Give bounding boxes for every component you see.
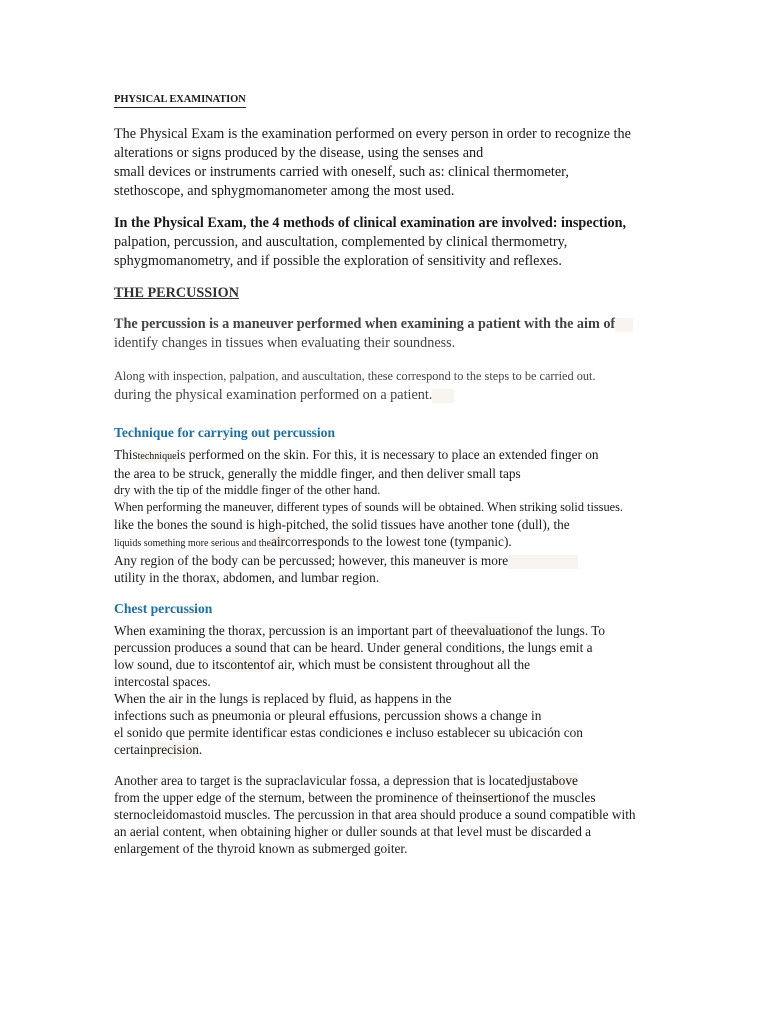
- chest-paragraph: [114, 622, 682, 758]
- text-run: corresponds to the lowest tone (tympanic).: [284, 534, 512, 549]
- text-run: of air, which must be consistent throughout all the: [263, 657, 531, 672]
- methods-line: palpation, percussion, and auscultation, complemented by clinical thermometry,: [114, 234, 568, 250]
- along-with-line: [114, 386, 682, 405]
- highlight-pad: [615, 318, 633, 332]
- chest-line: [114, 622, 682, 639]
- chest-line: When the air in the lungs is replaced by fluid, as happens in the: [114, 691, 452, 706]
- methods-paragraph: [114, 214, 682, 271]
- chest-heading: Chest percussion: [114, 601, 213, 616]
- along-with-paragraph: [114, 367, 682, 405]
- technique-line: like the bones the sound is high-pitched, the solid tissues have another tone (dull), the: [114, 517, 570, 532]
- chest-line: [114, 656, 682, 673]
- intro-line: small devices or instruments carried with oneself, such as: clinical thermometer,: [114, 164, 569, 180]
- chest-line: [114, 741, 682, 758]
- chest-line: percussion produces a sound that can be heard. Under general conditions, the lungs emit a: [114, 640, 593, 655]
- highlighted-word: evaluation: [466, 623, 523, 638]
- technique-line: utility in the thorax, abdomen, and lumbar region.: [114, 570, 380, 585]
- text-run: is performed on the skin. For this, it is necessary to place an extended finger on: [176, 447, 599, 462]
- text-run: low sound, due to its: [114, 657, 225, 672]
- supraclavicular-line: [114, 772, 682, 789]
- along-with-line: Along with inspection, palpation, and auscultation, these correspond to the steps to be carried out.: [114, 369, 596, 383]
- text-run: When examining the thorax, percussion is an important part of the: [114, 623, 467, 638]
- chest-line: intercostal spaces.: [114, 674, 211, 689]
- highlighted-word: precision: [150, 742, 199, 757]
- technique-line: the area to be struck, generally the middle finger, and then deliver small taps: [114, 466, 521, 481]
- intro-line: The Physical Exam is the examination performed on every person in order to recognize the: [114, 126, 631, 142]
- chest-line: infections such as pneumonia or pleural effusions, percussion shows a change in: [114, 708, 542, 723]
- text-run: Another area to target is the supraclavicular fossa, a depression that is located: [114, 773, 527, 788]
- highlighted-word: insertion: [472, 790, 519, 805]
- text-run: from the upper edge of the sternum, between the prominence of the: [114, 790, 473, 805]
- supraclavicular-line: [114, 789, 682, 806]
- percussion-heading-block: [114, 284, 682, 302]
- highlighted-word: content: [224, 657, 264, 672]
- methods-line: sphygmomanometry, and if possible the exploration of sensitivity and reflexes.: [114, 253, 562, 269]
- supraclavicular-line: sternocleidomastoid muscles. The percussion in that area should produce a sound compatible with: [114, 807, 636, 822]
- text-run: This: [114, 447, 138, 462]
- intro-line: alterations or signs produced by the disease, using the senses and: [114, 145, 484, 161]
- percussion-heading: THE PERCUSSION: [114, 285, 239, 301]
- highlighted-word: justabove: [526, 773, 578, 788]
- highlighted-word: air: [270, 534, 285, 549]
- technique-heading-block: [114, 424, 682, 442]
- highlight-pad: [432, 389, 454, 403]
- supraclavicular-line: enlargement of the thyroid known as submerged goiter.: [114, 841, 408, 856]
- text-run: of the muscles: [518, 790, 596, 805]
- intro-paragraph: [114, 125, 682, 201]
- along-with-text: during the physical examination performed on a patient.: [114, 387, 433, 403]
- intro-line: stethoscope, and sphygmomanometer among the most used.: [114, 183, 455, 199]
- text-run: of the lungs. To: [522, 623, 606, 638]
- methods-line-bold: In the Physical Exam, the 4 methods of clinical examination are involved: inspection,: [114, 215, 627, 231]
- text-run: .: [198, 742, 203, 757]
- document-title: PHYSICAL EXAMINATION: [114, 94, 246, 108]
- text-run: Any region of the body can be percussed; however, this maneuver is more: [114, 553, 509, 568]
- definition-line: identify changes in tissues when evaluating their soundness.: [114, 335, 456, 351]
- chest-heading-block: [114, 600, 682, 618]
- technique-paragraph: [114, 446, 682, 586]
- technique-line: dry with the tip of the middle finger of the other hand.: [114, 483, 381, 497]
- technique-line: [114, 446, 682, 465]
- technique-line: When performing the maneuver, different types of sounds will be obtained. When striking solid tissues.: [114, 500, 623, 514]
- supraclavicular-paragraph: [114, 772, 682, 857]
- technique-line: [114, 533, 682, 552]
- text-run: liquids something more serious and the: [114, 538, 271, 549]
- percussion-definition: [114, 315, 682, 353]
- highlight-pad: [508, 555, 578, 569]
- text-run: certain: [114, 742, 151, 757]
- highlighted-word: technique: [137, 451, 177, 462]
- technique-line: [114, 552, 682, 569]
- definition-text: The percussion is a maneuver performed when examining a patient with the aim of: [114, 316, 616, 332]
- chest-line: el sonido que permite identificar estas condiciones e incluso establecer su ubicación con: [114, 725, 583, 740]
- definition-line-bold: [114, 315, 682, 334]
- supraclavicular-line: an aerial content, when obtaining higher or duller sounds at that level must be discarded a: [114, 824, 592, 839]
- technique-heading: Technique for carrying out percussion: [114, 425, 336, 440]
